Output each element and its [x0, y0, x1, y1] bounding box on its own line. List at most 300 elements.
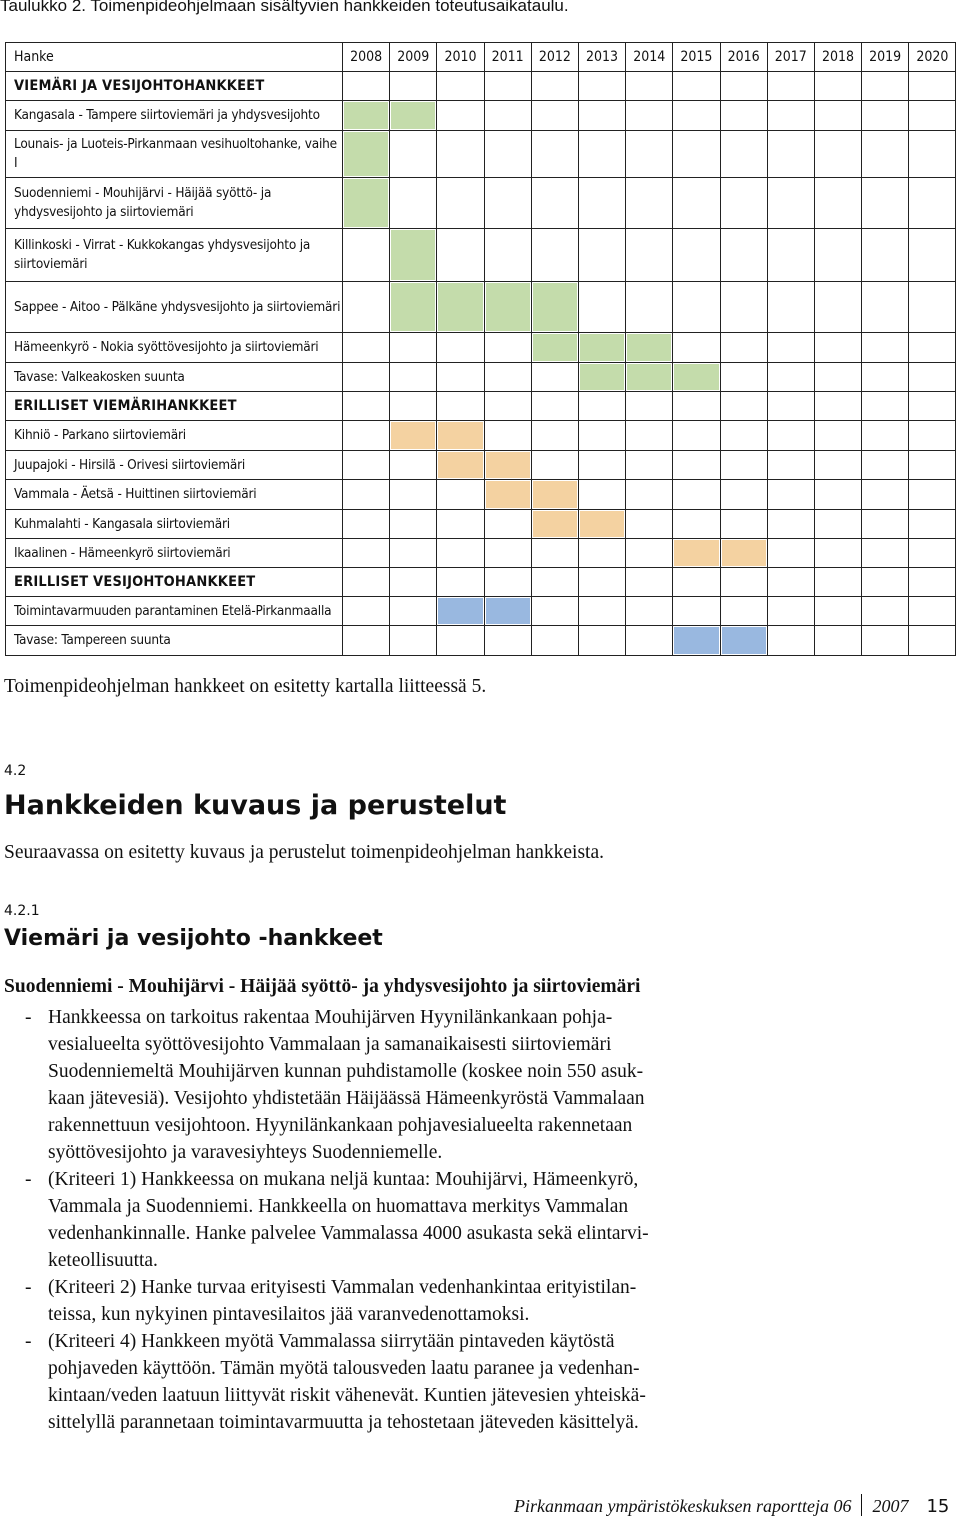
empty-cell [343, 451, 390, 480]
column-header-year: 2016 [720, 43, 767, 72]
empty-cell [862, 510, 909, 539]
scheduled-year-cell [437, 282, 484, 333]
table-caption: Taulukko 2. Toimenpideohjelmaan sisältyvien hankkeiden toteutusaikataulu. [0, 0, 569, 15]
empty-cell [390, 480, 437, 510]
empty-cell [862, 568, 909, 597]
empty-cell [814, 131, 861, 178]
empty-cell [626, 480, 673, 510]
empty-cell [390, 72, 437, 101]
scheduled-year-cell [673, 539, 720, 568]
empty-cell [390, 568, 437, 597]
empty-cell [909, 510, 956, 539]
project-name: Hämeenkyrö - Nokia syöttövesijohto ja siirtoviemäri [6, 333, 343, 363]
empty-cell [437, 510, 484, 539]
schedule-fill [486, 598, 530, 624]
empty-cell [437, 568, 484, 597]
bullet-item [4, 1274, 804, 1328]
project-name: Kihniö - Parkano siirtoviemäri [6, 421, 343, 451]
empty-cell [343, 421, 390, 451]
empty-cell [673, 597, 720, 626]
empty-cell [767, 480, 814, 510]
schedule-fill [722, 627, 766, 654]
footer-publication: Pirkanmaan ympäristökeskuksen raportteja 06 [514, 1496, 852, 1516]
project-name: Vammala - Äetsä - Huittinen siirtoviemäri [6, 480, 343, 510]
schedule-fill [627, 334, 671, 361]
section-row [6, 72, 956, 101]
empty-cell [531, 178, 578, 229]
empty-cell [484, 229, 531, 282]
project-row [6, 282, 956, 333]
bullet-text-line: (Kriteeri 4) Hankkeen myötä Vammalassa siirrytään pintaveden käytöstä [48, 1331, 615, 1352]
empty-cell [720, 333, 767, 363]
empty-cell [578, 480, 625, 510]
bullet-dash: - [25, 1277, 32, 1298]
empty-cell [862, 333, 909, 363]
empty-cell [909, 282, 956, 333]
empty-cell [626, 539, 673, 568]
schedule-fill [580, 334, 624, 361]
page-footer [514, 1494, 949, 1517]
schedule-fill [580, 364, 624, 390]
empty-cell [673, 101, 720, 131]
empty-cell [484, 72, 531, 101]
empty-cell [909, 101, 956, 131]
empty-cell [673, 131, 720, 178]
empty-cell [862, 421, 909, 451]
schedule-fill [533, 481, 577, 508]
empty-cell [720, 131, 767, 178]
empty-cell [909, 568, 956, 597]
footer-year: 2007 [872, 1496, 909, 1516]
column-header-year: 2010 [437, 43, 484, 72]
empty-cell [484, 421, 531, 451]
section-row [6, 568, 956, 597]
schedule-fill [674, 627, 718, 654]
empty-cell [909, 480, 956, 510]
scheduled-year-cell [578, 333, 625, 363]
empty-cell [343, 480, 390, 510]
empty-cell [437, 480, 484, 510]
empty-cell [626, 101, 673, 131]
scheduled-year-cell [437, 597, 484, 626]
empty-cell [626, 282, 673, 333]
empty-cell [909, 626, 956, 656]
section-lead-paragraph: Seuraavassa on esitetty kuvaus ja perustelut toimenpideohjelman hankkeista. [4, 842, 605, 863]
empty-cell [578, 539, 625, 568]
schedule-fill [438, 422, 482, 449]
project-heading: Suodenniemi - Mouhijärvi - Häijää syöttö- ja yhdysvesijohto ja siirtoviemäri [4, 976, 641, 997]
project-row [6, 626, 956, 656]
table-header-row [6, 43, 956, 72]
schedule-fill [391, 422, 435, 449]
empty-cell [767, 282, 814, 333]
empty-cell [578, 131, 625, 178]
empty-cell [578, 229, 625, 282]
empty-cell [343, 363, 390, 392]
empty-cell [390, 178, 437, 229]
empty-cell [343, 72, 390, 101]
empty-cell [862, 392, 909, 421]
empty-cell [814, 510, 861, 539]
empty-cell [673, 421, 720, 451]
empty-cell [909, 131, 956, 178]
empty-cell [626, 178, 673, 229]
empty-cell [909, 363, 956, 392]
empty-cell [673, 568, 720, 597]
empty-cell [343, 333, 390, 363]
column-header-year: 2009 [390, 43, 437, 72]
column-header-year: 2019 [862, 43, 909, 72]
map-reference-paragraph: Toimenpideohjelman hankkeet on esitetty kartalla liitteessä 5. [4, 676, 487, 697]
empty-cell [814, 597, 861, 626]
schedule-fill [344, 132, 388, 176]
empty-cell [862, 363, 909, 392]
empty-cell [767, 568, 814, 597]
empty-cell [673, 333, 720, 363]
bullet-text-line: kintaan/veden laatuun liittyvät riskit vähenevät. Kuntien jätevesien yhteiskä- [48, 1385, 646, 1406]
empty-cell [437, 333, 484, 363]
schedule-fill [438, 452, 482, 478]
empty-cell [390, 626, 437, 656]
empty-cell [437, 131, 484, 178]
empty-cell [343, 597, 390, 626]
empty-cell [814, 451, 861, 480]
empty-cell [390, 597, 437, 626]
empty-cell [578, 282, 625, 333]
empty-cell [578, 568, 625, 597]
empty-cell [484, 510, 531, 539]
empty-cell [720, 597, 767, 626]
bullet-dash: - [25, 1169, 32, 1190]
empty-cell [390, 363, 437, 392]
project-row [6, 451, 956, 480]
empty-cell [343, 539, 390, 568]
empty-cell [437, 101, 484, 131]
column-header-year: 2020 [909, 43, 956, 72]
schedule-fill [580, 511, 624, 537]
empty-cell [814, 72, 861, 101]
empty-cell [720, 480, 767, 510]
schedule-fill [486, 452, 530, 478]
scheduled-year-cell [578, 510, 625, 539]
subsection-title: Viemäri ja vesijohto -hankkeet [4, 926, 383, 951]
empty-cell [390, 392, 437, 421]
empty-cell [862, 539, 909, 568]
schedule-fill [486, 481, 530, 508]
empty-cell [673, 72, 720, 101]
bullet-text-line: rakennettuun vesijohtoon. Hyynilänkankaan pohjavesialueelta rakennetaan [48, 1115, 633, 1136]
scheduled-year-cell [484, 451, 531, 480]
scheduled-year-cell [578, 363, 625, 392]
scheduled-year-cell [531, 333, 578, 363]
empty-cell [720, 72, 767, 101]
column-header-year: 2008 [343, 43, 390, 72]
project-name: Tavase: Tampereen suunta [6, 626, 343, 656]
empty-cell [909, 333, 956, 363]
scheduled-year-cell [484, 282, 531, 333]
scheduled-year-cell [343, 131, 390, 178]
empty-cell [767, 597, 814, 626]
schedule-fill [344, 179, 388, 227]
bullet-text-line: Hankkeessa on tarkoitus rakentaa Mouhijärven Hyynilänkankaan pohja- [48, 1007, 613, 1028]
bullet-text-line: vedenhankinnalle. Hanke palvelee Vammalassa 4000 asukasta sekä elintarvi- [48, 1223, 649, 1244]
schedule-fill [674, 540, 718, 566]
scheduled-year-cell [390, 421, 437, 451]
empty-cell [767, 392, 814, 421]
scheduled-year-cell [626, 363, 673, 392]
empty-cell [343, 282, 390, 333]
empty-cell [437, 626, 484, 656]
empty-cell [531, 72, 578, 101]
project-name: Kangasala - Tampere siirtoviemäri ja yhdysvesijohto [6, 101, 343, 131]
section-row [6, 392, 956, 421]
empty-cell [390, 451, 437, 480]
empty-cell [531, 131, 578, 178]
empty-cell [437, 539, 484, 568]
schedule-fill [391, 230, 435, 280]
empty-cell [626, 229, 673, 282]
schedule-fill [722, 540, 766, 566]
bullet-item [4, 1004, 804, 1166]
empty-cell [814, 282, 861, 333]
empty-cell [862, 178, 909, 229]
empty-cell [343, 626, 390, 656]
bullet-text-line: (Kriteeri 1) Hankkeessa on mukana neljä kuntaa: Mouhijärvi, Hämeenkyrö, [48, 1169, 639, 1190]
project-name: Juupajoki - Hirsilä - Orivesi siirtoviemäri [6, 451, 343, 480]
empty-cell [578, 626, 625, 656]
empty-cell [814, 229, 861, 282]
project-name: Tavase: Valkeakosken suunta [6, 363, 343, 392]
empty-cell [673, 480, 720, 510]
empty-cell [437, 178, 484, 229]
empty-cell [909, 72, 956, 101]
empty-cell [673, 451, 720, 480]
empty-cell [767, 178, 814, 229]
section-title: Hankkeiden kuvaus ja perustelut [4, 790, 507, 821]
project-row [6, 131, 956, 178]
scheduled-year-cell [531, 480, 578, 510]
section-label: ERILLISET VIEMÄRIHANKKEET [6, 392, 343, 421]
column-header-year: 2013 [578, 43, 625, 72]
column-header-year: 2012 [531, 43, 578, 72]
schedule-fill [344, 102, 388, 129]
schedule-fill [533, 511, 577, 537]
empty-cell [531, 597, 578, 626]
empty-cell [578, 178, 625, 229]
column-header-year: 2014 [626, 43, 673, 72]
schedule-fill [438, 598, 482, 624]
schedule-fill [391, 102, 435, 129]
scheduled-year-cell [720, 539, 767, 568]
subsection-number: 4.2.1 [4, 903, 40, 919]
project-name: Ikaalinen - Hämeenkyrö siirtoviemäri [6, 539, 343, 568]
column-header-year: 2017 [767, 43, 814, 72]
empty-cell [767, 229, 814, 282]
empty-cell [484, 178, 531, 229]
scheduled-year-cell [673, 626, 720, 656]
schedule-fill [533, 334, 577, 361]
empty-cell [578, 451, 625, 480]
empty-cell [767, 421, 814, 451]
schedule-fill [674, 364, 718, 390]
empty-cell [390, 333, 437, 363]
project-row [6, 363, 956, 392]
empty-cell [862, 282, 909, 333]
schedule-fill [627, 364, 671, 390]
scheduled-year-cell [531, 510, 578, 539]
empty-cell [862, 229, 909, 282]
empty-cell [390, 131, 437, 178]
empty-cell [578, 101, 625, 131]
project-row [6, 480, 956, 510]
empty-cell [484, 131, 531, 178]
scheduled-year-cell [390, 101, 437, 131]
empty-cell [437, 392, 484, 421]
empty-cell [578, 597, 625, 626]
empty-cell [578, 72, 625, 101]
empty-cell [767, 626, 814, 656]
empty-cell [484, 333, 531, 363]
empty-cell [390, 539, 437, 568]
empty-cell [437, 363, 484, 392]
section-label: VIEMÄRI JA VESIJOHTOHANKKEET [6, 72, 343, 101]
empty-cell [814, 539, 861, 568]
empty-cell [720, 282, 767, 333]
empty-cell [767, 101, 814, 131]
empty-cell [390, 510, 437, 539]
column-header-year: 2011 [484, 43, 531, 72]
empty-cell [720, 229, 767, 282]
footer-divider [861, 1494, 862, 1516]
section-number: 4.2 [4, 763, 27, 779]
project-row [6, 597, 956, 626]
empty-cell [720, 101, 767, 131]
schedule-fill [438, 283, 482, 331]
empty-cell [531, 539, 578, 568]
empty-cell [862, 597, 909, 626]
project-row [6, 333, 956, 363]
empty-cell [767, 510, 814, 539]
project-name: Kuhmalahti - Kangasala siirtoviemäri [6, 510, 343, 539]
empty-cell [767, 333, 814, 363]
empty-cell [673, 178, 720, 229]
empty-cell [626, 451, 673, 480]
empty-cell [531, 229, 578, 282]
empty-cell [343, 229, 390, 282]
empty-cell [531, 101, 578, 131]
empty-cell [814, 178, 861, 229]
empty-cell [531, 451, 578, 480]
empty-cell [814, 480, 861, 510]
scheduled-year-cell [437, 421, 484, 451]
empty-cell [437, 72, 484, 101]
empty-cell [673, 282, 720, 333]
bullet-text-line: Vammala ja Suodenniemi. Hankkeella on huomattava merkitys Vammalan [48, 1196, 629, 1217]
empty-cell [767, 363, 814, 392]
bullet-text-line: pohjaveden käyttöön. Tämän myötä talousveden laatu paranee ja vedenhan- [48, 1358, 640, 1379]
empty-cell [909, 421, 956, 451]
empty-cell [484, 626, 531, 656]
empty-cell [484, 101, 531, 131]
scheduled-year-cell [626, 333, 673, 363]
empty-cell [720, 178, 767, 229]
empty-cell [720, 421, 767, 451]
empty-cell [909, 178, 956, 229]
empty-cell [767, 72, 814, 101]
empty-cell [626, 421, 673, 451]
empty-cell [673, 510, 720, 539]
empty-cell [484, 539, 531, 568]
bullet-text-line: (Kriteeri 2) Hanke turvaa erityisesti Vammalan vedenhankintaa erityistilan- [48, 1277, 637, 1298]
project-name: Toimintavarmuuden parantaminen Etelä-Pirkanmaalla [6, 597, 343, 626]
scheduled-year-cell [484, 480, 531, 510]
empty-cell [626, 131, 673, 178]
column-header-year: 2018 [814, 43, 861, 72]
empty-cell [862, 480, 909, 510]
empty-cell [531, 392, 578, 421]
bullet-text-line: sittelyllä parannetaan toimintavarmuutta ja tehostetaan jäteveden käsittelyä. [48, 1412, 639, 1433]
empty-cell [909, 229, 956, 282]
empty-cell [814, 392, 861, 421]
empty-cell [862, 101, 909, 131]
bullet-dash: - [25, 1007, 32, 1028]
project-name: Suodenniemi - Mouhijärvi - Häijää syöttö- ja yhdysvesijohto ja siirtoviemäri [6, 178, 343, 229]
empty-cell [862, 72, 909, 101]
scheduled-year-cell [673, 363, 720, 392]
project-name: Killinkoski - Virrat - Kukkokangas yhdysvesijohto ja siirtoviemäri [6, 229, 343, 282]
project-name: Lounais- ja Luoteis-Pirkanmaan vesihuoltohanke, vaihe I [6, 131, 343, 178]
scheduled-year-cell [390, 282, 437, 333]
bullet-item [4, 1166, 804, 1274]
empty-cell [814, 421, 861, 451]
empty-cell [862, 131, 909, 178]
schedule-fill [486, 283, 530, 331]
empty-cell [531, 363, 578, 392]
empty-cell [578, 392, 625, 421]
bullet-text-line: Suodenniemeltä Mouhijärven kunnan puhdistamolle (koskee noin 550 asuk- [48, 1061, 644, 1082]
project-row [6, 229, 956, 282]
project-row [6, 101, 956, 131]
empty-cell [767, 131, 814, 178]
project-row [6, 539, 956, 568]
empty-cell [343, 510, 390, 539]
empty-cell [767, 451, 814, 480]
bullet-text-line: kaan jätevesiä). Vesijohto yhdistetään Häijäässä Hämeenkyröstä Vammalaan [48, 1088, 645, 1109]
scheduled-year-cell [343, 178, 390, 229]
empty-cell [862, 451, 909, 480]
empty-cell [531, 568, 578, 597]
empty-cell [909, 451, 956, 480]
column-header-year: 2015 [673, 43, 720, 72]
empty-cell [626, 392, 673, 421]
bullet-text-line: syöttövesijohto ja varavesiyhteys Suodenniemelle. [48, 1142, 443, 1163]
project-name: Sappee - Aitoo - Pälkäne yhdysvesijohto ja siirtoviemäri [6, 282, 343, 333]
empty-cell [909, 597, 956, 626]
scheduled-year-cell [437, 451, 484, 480]
empty-cell [484, 392, 531, 421]
project-bullet-list [4, 1004, 804, 1436]
empty-cell [437, 229, 484, 282]
scheduled-year-cell [390, 229, 437, 282]
empty-cell [343, 392, 390, 421]
empty-cell [673, 392, 720, 421]
scheduled-year-cell [720, 626, 767, 656]
schedule-fill [533, 283, 577, 331]
bullet-text-line: vesialueelta syöttövesijohto Vammalaan ja samanaikaisesti siirtoviemäri [48, 1034, 612, 1055]
empty-cell [720, 363, 767, 392]
empty-cell [343, 568, 390, 597]
empty-cell [862, 626, 909, 656]
